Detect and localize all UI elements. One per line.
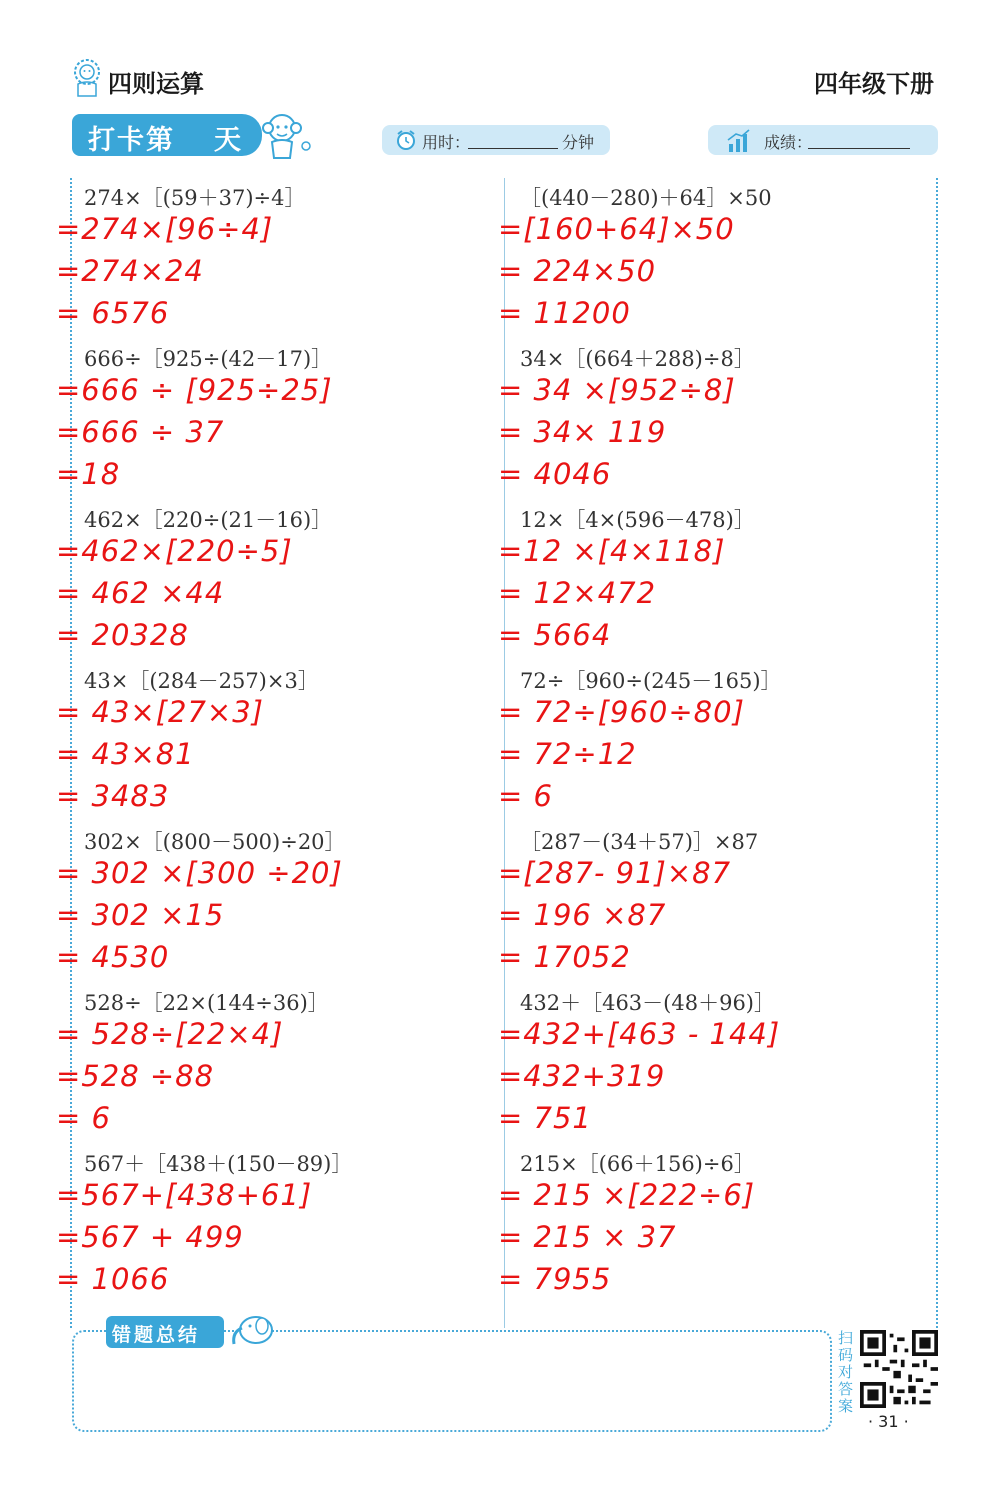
handwritten-step: = 43×[27×3]: [56, 695, 264, 729]
monkey-icon: [258, 108, 314, 164]
problem-expression: 666÷［925÷(42－17)］: [84, 347, 333, 371]
problem-expression: 72÷［960÷(245－165)］: [520, 669, 782, 693]
elephant-icon: [228, 1310, 278, 1350]
lion-icon: [70, 58, 104, 98]
handwritten-step: = 7955: [498, 1262, 612, 1296]
page-number: · 31 ·: [868, 1412, 909, 1431]
scan-answer-label: 扫码对答案: [838, 1329, 854, 1415]
qr-code-icon[interactable]: [860, 1330, 938, 1408]
handwritten-step: = 4046: [498, 457, 612, 491]
time-input-line[interactable]: [468, 148, 558, 149]
handwritten-step: =567+[438+61]: [56, 1178, 313, 1212]
handwritten-step: = 6: [498, 779, 553, 813]
handwritten-step: =274×[96÷4]: [56, 212, 274, 246]
problem-expression: 567＋［438＋(150－89)］: [84, 1152, 353, 1176]
right-border: [936, 178, 938, 1328]
problem-expression: 432＋［463－(48＋96)］: [520, 991, 775, 1015]
handwritten-step: =18: [56, 457, 121, 491]
handwritten-step: = 72÷[960÷80]: [498, 695, 745, 729]
problem-expression: 274×［(59＋37)÷4］: [84, 186, 306, 210]
handwritten-step: =528 ÷88: [56, 1059, 215, 1093]
handwritten-step: = 72÷12: [498, 737, 637, 771]
bar-chart-icon: [726, 128, 752, 154]
handwritten-step: =12 ×[4×118]: [498, 534, 726, 568]
handwritten-step: = 6576: [56, 296, 170, 330]
handwritten-step: = 302 ×15: [56, 898, 225, 932]
handwritten-step: =666 ÷ 37: [56, 415, 225, 449]
handwritten-step: = 224×50: [498, 254, 657, 288]
problem-expression: 528÷［22×(144÷36)］: [84, 991, 329, 1015]
handwritten-step: = 215 × 37: [498, 1220, 677, 1254]
handwritten-step: =[287- 91]×87: [498, 856, 732, 890]
problem-expression: 302×［(800－500)÷20］: [84, 830, 346, 854]
handwritten-step: = 11200: [498, 296, 631, 330]
handwritten-step: = 17052: [498, 940, 631, 974]
alarm-clock-icon: [394, 128, 418, 152]
problem-expression: ［287－(34＋57)］×87: [520, 830, 759, 854]
time-label: 用时：: [422, 133, 471, 152]
mistake-summary-label: 错题总结: [112, 1324, 201, 1346]
score-label: 成绩：: [764, 133, 813, 152]
handwritten-step: = 528÷[22×4]: [56, 1017, 284, 1051]
page-title: 四则运算: [108, 70, 204, 98]
checkin-day-label: 天: [214, 125, 241, 156]
handwritten-step: = 1066: [56, 1262, 170, 1296]
handwritten-step: =432+319: [498, 1059, 666, 1093]
handwritten-step: =274×24: [56, 254, 204, 288]
handwritten-step: =[160+64]×50: [498, 212, 735, 246]
problem-expression: 12×［4×(596－478)］: [520, 508, 755, 532]
problem-expression: 215×［(66＋156)÷6］: [520, 1152, 755, 1176]
handwritten-step: = 43×81: [56, 737, 195, 771]
handwritten-step: = 215 ×[222÷6]: [498, 1178, 756, 1212]
problem-expression: 34×［(664＋288)÷8］: [520, 347, 755, 371]
handwritten-step: = 34 ×[952÷8]: [498, 373, 736, 407]
handwritten-step: = 751: [498, 1101, 592, 1135]
handwritten-step: = 3483: [56, 779, 170, 813]
time-unit: 分钟: [562, 133, 595, 152]
handwritten-step: = 34× 119: [498, 415, 667, 449]
handwritten-step: =666 ÷ [925÷25]: [56, 373, 333, 407]
handwritten-step: = 462 ×44: [56, 576, 225, 610]
handwritten-step: = 6: [56, 1101, 111, 1135]
problem-expression: 43×［(284－257)×3］: [84, 669, 319, 693]
problem-expression: ［(440－280)＋64］×50: [520, 186, 772, 210]
handwritten-step: = 302 ×[300 ÷20]: [56, 856, 343, 890]
checkin-label: 打卡第: [88, 125, 175, 156]
handwritten-step: = 12×472: [498, 576, 657, 610]
handwritten-step: = 20328: [56, 618, 189, 652]
handwritten-step: = 5664: [498, 618, 612, 652]
handwritten-step: = 196 ×87: [498, 898, 667, 932]
score-input-line[interactable]: [808, 148, 910, 149]
handwritten-step: =462×[220÷5]: [56, 534, 293, 568]
handwritten-step: = 4530: [56, 940, 170, 974]
handwritten-step: =432+[463 - 144]: [498, 1017, 781, 1051]
problem-expression: 462×［220÷(21－16)］: [84, 508, 333, 532]
handwritten-step: =567 + 499: [56, 1220, 244, 1254]
grade-label: 四年级下册: [814, 70, 934, 98]
